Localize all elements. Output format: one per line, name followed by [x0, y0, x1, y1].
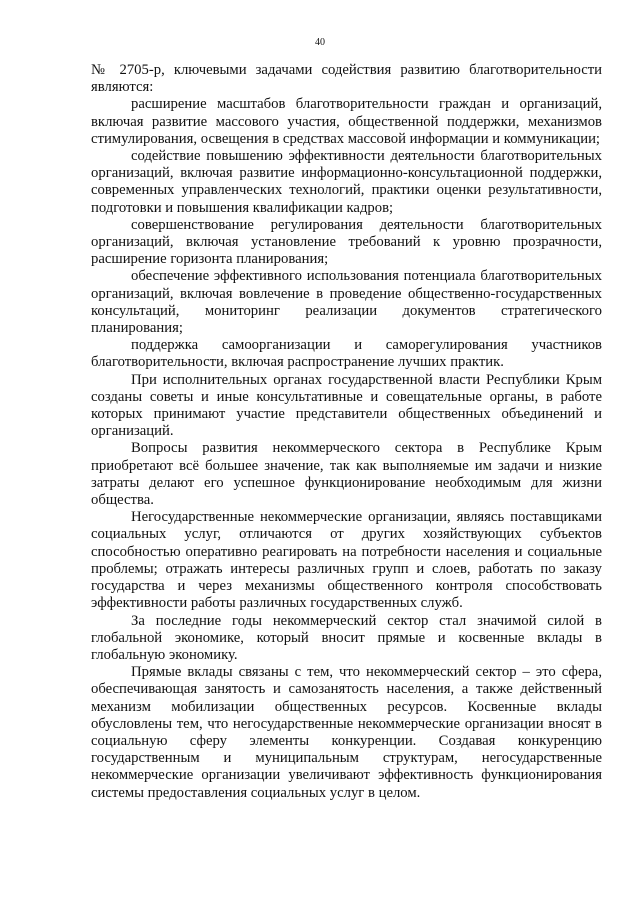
paragraph-intro: № 2705-р, ключевыми задачами содействия развитию благотворительности являются: [91, 62, 602, 96]
page-number: 40 [315, 37, 325, 48]
paragraph-social-services: Негосударственные некоммерческие организации, являясь поставщиками социальных услуг, отличаются от других хозяйствующих субъектов способностью оперативно реагировать на потребности населения и социальные проблемы; отражать интересы различных групп и слоев, работать по заказу государства и через механизмы общественного контроля способствовать эффективности работы различных государственных служб. [91, 509, 602, 612]
list-item-self-organization: поддержка самоорганизации и саморегулирования участников благотворительности, включая распространение лучших практик. [91, 337, 602, 371]
paragraph-global-economy: За последние годы некоммерческий сектор стал значимой силой в глобальной экономике, который вносит прямые и косвенные вклады в глобальную экономику. [91, 612, 602, 663]
paragraph-councils: При исполнительных органах государственной власти Республики Крым созданы советы и иные консультативные и совещательные органы, в работе которых принимают участие представители общественных объединений и организаций. [91, 371, 602, 440]
list-item-regulation: совершенствование регулирования деятельности благотворительных организаций, включая установление требований к уровню прозрачности, расширение горизонта планирования; [91, 216, 602, 268]
paragraph-direct-contributions: Прямые вклады связаны с тем, что некоммерческий сектор – это сфера, обеспечивающая занятость и самозанятость населения, а также действенный механизм мобилизации общественных ресурсов. Косвенные вклады обусловлены тем, что негосударственные некоммерческие организации вносят в социальную сферу элементы конкуренции. Создавая конкуренцию государственным и муниципальным структурам, негосударственные некоммерческие организации увеличивают эффективность функционирования системы предоставления социальных услуг в целом. [91, 664, 602, 801]
document-body [91, 62, 602, 802]
list-item-efficiency: содействие повышению эффективности деятельности благотворительных организаций, включая развитие информационно-консультационной поддержки, современных управленческих технологий, практики оценки результативности, подготовки и повышения квалификации кадров; [91, 148, 602, 216]
paragraph-nonprofit-development: Вопросы развития некоммерческого сектора в Республике Крым приобретают всё большее значение, так как выполняемые им задачи и низкие затраты делают его успешное функционирование необходимым для жизни общества. [91, 440, 602, 509]
list-item-potential: обеспечение эффективного использования потенциала благотворительных организаций, включая вовлечение в проведение общественно-государственных консультаций, мониторинг реализации документов стратегического планирования; [91, 268, 602, 337]
list-item-expansion: расширение масштабов благотворительности граждан и организаций, включая развитие массового участия, общественной поддержки, механизмов стимулирования, освещения в средствах массовой информации и коммуникации; [91, 96, 602, 147]
